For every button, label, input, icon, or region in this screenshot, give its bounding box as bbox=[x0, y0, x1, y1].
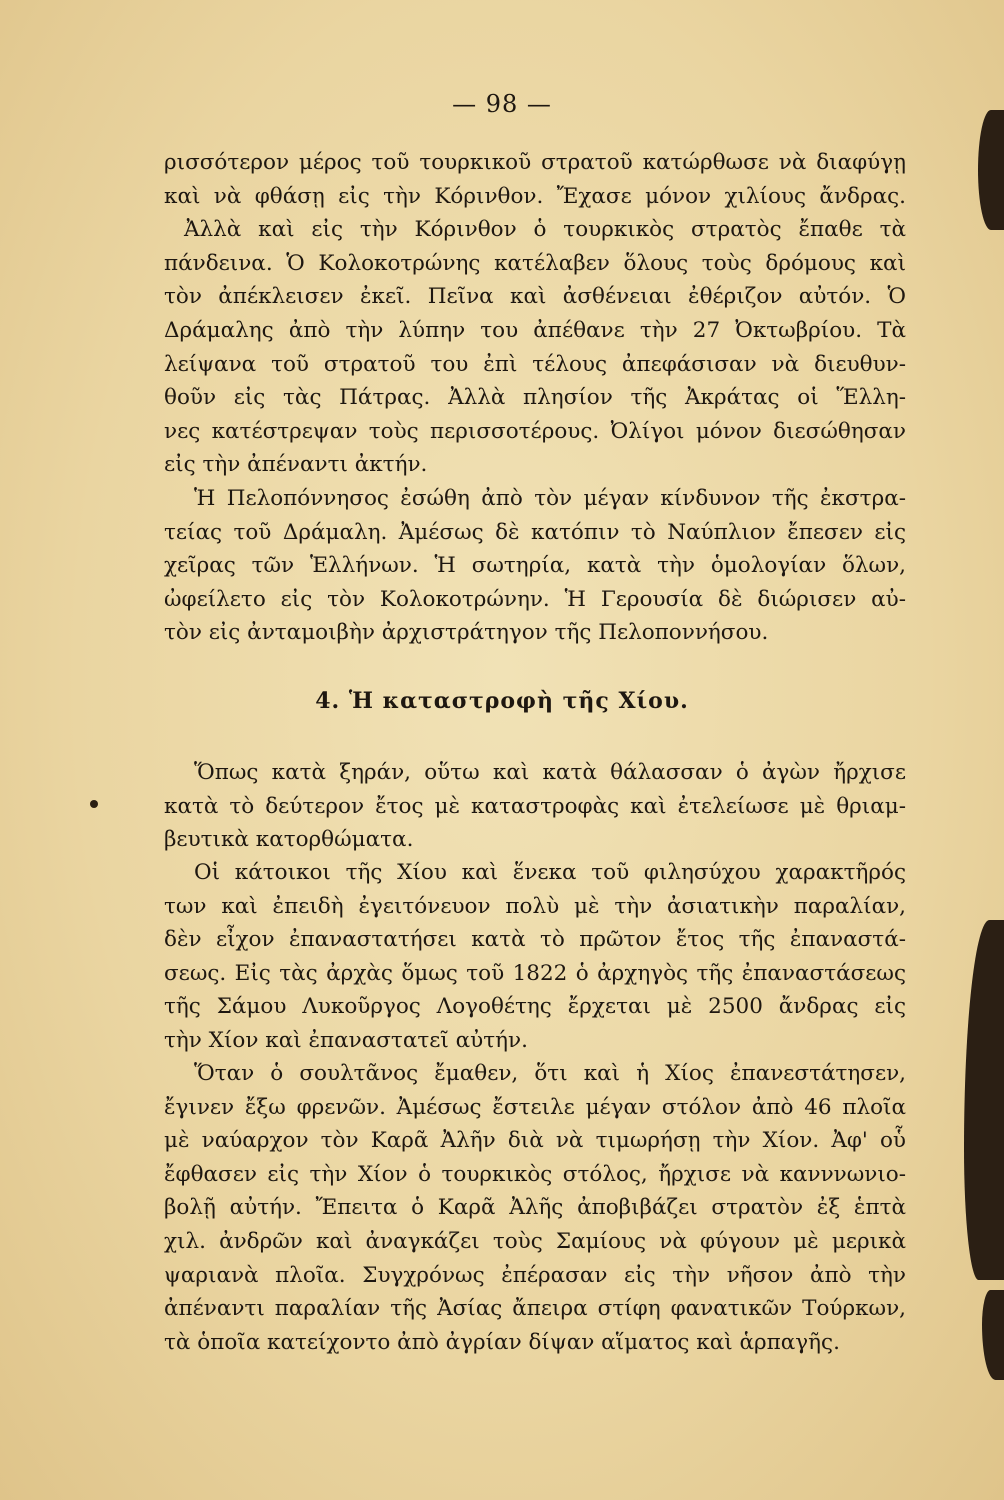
paragraph-sultan bbox=[164, 1057, 906, 1359]
paragraph-chios-inhabitants bbox=[164, 856, 906, 1058]
text-line: βευτικὰ κατορθώματα. bbox=[164, 827, 414, 853]
text-line: Ἀλλὰ καὶ εἰς τὴν Κόρινθον ὁ τουρκικὸς στρατὸς ἔπαθε τὰ bbox=[184, 217, 906, 243]
text-line: τῆς Σάμου Λυκοῦργος Λογοθέτης ἔρχεται μὲ 2500 ἄνδρας εἰς bbox=[164, 994, 906, 1020]
text-line: Οἱ κάτοικοι τῆς Χίου καὶ ἕνεκα τοῦ φιλησύχου χαρακτῆρός bbox=[194, 860, 906, 885]
text-line: ἔγινεν ἔξω φρενῶν. Ἀμέσως ἔστειλε μέγαν στόλον ἀπὸ 46 πλοῖα bbox=[164, 1094, 906, 1120]
text-line: Ὅπως κατὰ ξηράν, οὕτω καὶ κατὰ θάλασσαν ὁ ἀγὼν ἤρχισε bbox=[194, 760, 906, 785]
text-line: τὴν Χίον καὶ ἐπαναστατεῖ αὐτήν. bbox=[164, 1027, 528, 1053]
text-line: καὶ νὰ φθάσῃ εἰς τὴν Κόρινθον. Ἔχασε μόνον χιλίους ἄνδρας. bbox=[164, 183, 906, 209]
page-edge-damage bbox=[982, 1290, 1004, 1380]
text-line: χεῖρας τῶν Ἑλλήνων. Ἡ σωτηρία, κατὰ τὴν ὁμολογίαν ὅλων, bbox=[164, 553, 906, 579]
text-line: θοῦν εἰς τὰς Πάτρας. Ἀλλὰ πλησίον τῆς Ἀκράτας οἱ Ἕλλη- bbox=[164, 385, 906, 411]
text-line: πάνδεινα. Ὁ Κολοκοτρώνης κατέλαβεν ὅλους τοὺς δρόμους καὶ bbox=[164, 250, 906, 276]
text-line: λείψανα τοῦ στρατοῦ του ἐπὶ τέλους ἀπεφάσισαν νὰ διευθυν- bbox=[164, 351, 906, 377]
text-line: τὸν ἀπέκλεισεν ἐκεῖ. Πεῖνα καὶ ἀσθένειαι ἐθέριζον αὐτόν. Ὁ bbox=[164, 284, 906, 310]
text-line: ἔφθασεν εἰς τὴν Χίον ὁ τουρκικὸς στόλος, ἤρχισε νὰ κανννωνιο- bbox=[164, 1161, 906, 1187]
text-line: ψαριανὰ πλοῖα. Συγχρόνως ἐπέρασαν εἰς τὴν νῆσον ἀπὸ τὴν bbox=[164, 1262, 906, 1288]
text-line: εἰς τὴν ἀπέναντι ἀκτήν. bbox=[164, 452, 428, 478]
paragraph-peloponnese bbox=[164, 482, 906, 650]
paragraph-sea-war bbox=[164, 756, 906, 857]
page-edge-damage bbox=[978, 110, 1004, 230]
text-line: χιλ. ἀνδρῶν καὶ ἀναγκάζει τοὺς Σαμίους νὰ φύγουν μὲ μερικὰ bbox=[164, 1228, 906, 1254]
text-line: βολῇ αὐτήν. Ἔπειτα ὁ Καρᾶ Ἀλῆς ἀποβιβάζει στρατὸν ἐξ ἑπτὰ bbox=[164, 1195, 906, 1221]
text-line: Ἡ Πελοπόννησος ἐσώθη ἀπὸ τὸν μέγαν κίνδυνον τῆς ἐκστρα- bbox=[194, 486, 906, 511]
text-line: νες κατέστρεψαν τοὺς περισσοτέρους. Ὀλίγοι μόνον διεσώθησαν bbox=[164, 418, 906, 444]
text-line: τὸν εἰς ἀνταμοιβὴν ἀρχιστράτηγον τῆς Πελοποννήσου. bbox=[164, 620, 769, 646]
text-line: κατὰ τὸ δεύτερον ἔτος μὲ καταστροφὰς καὶ ἐτελείωσε μὲ θριαμ- bbox=[164, 793, 906, 819]
margin-dot bbox=[90, 800, 98, 808]
text-line: τὰ ὁποῖα κατείχοντο ἀπὸ ἀγρίαν δίψαν αἵματος καὶ ἁρπαγῆς. bbox=[164, 1329, 840, 1355]
text-line: ὠφείλετο εἰς τὸν Κολοκοτρώνην. Ἡ Γερουσία δὲ διώρισεν αὐ- bbox=[164, 586, 906, 612]
text-line: τείας τοῦ Δράμαλη. Ἀμέσως δὲ κατόπιν τὸ Ναύπλιον ἔπεσεν εἰς bbox=[164, 519, 906, 545]
text-line: των καὶ ἐπειδὴ ἐγειτόνευον πολὺ μὲ τὴν ἀσιατικὴν παραλίαν, bbox=[164, 893, 906, 919]
text-line: Ὅταν ὁ σουλτᾶνος ἔμαθεν, ὅτι καὶ ἡ Χίος ἐπανεστάτησεν, bbox=[194, 1061, 906, 1086]
paragraph-continuation bbox=[164, 146, 906, 482]
text-line: δὲν εἶχον ἐπαναστατήσει κατὰ τὸ πρῶτον ἔτος τῆς ἐπαναστά- bbox=[164, 927, 906, 953]
page-number: — 98 — bbox=[452, 90, 552, 118]
section-heading: 4. Ἡ καταστροφὴ τῆς Χίου. bbox=[315, 688, 689, 714]
text-line: σεως. Εἰς τὰς ἀρχὰς ὅμως τοῦ 1822 ὁ ἀρχηγὸς τῆς ἐπαναστάσεως bbox=[164, 960, 906, 986]
page-edge-damage bbox=[964, 920, 1004, 1280]
text-line: ρισσότερον μέρος τοῦ τουρκικοῦ στρατοῦ κατώρθωσε νὰ διαφύγῃ bbox=[164, 150, 906, 175]
text-line: ἀπέναντι παραλίαν τῆς Ἀσίας ἄπειρα στίφη φανατικῶν Τούρκων, bbox=[164, 1296, 906, 1322]
text-line: μὲ ναύαρχον τὸν Καρᾶ Ἀλῆν διὰ νὰ τιμωρήσῃ τὴν Χίον. Ἀφ' οὗ bbox=[164, 1128, 906, 1154]
text-line: Δράμαλης ἀπὸ τὴν λύπην του ἀπέθανε τὴν 27 Ὀκτωβρίου. Τὰ bbox=[164, 317, 906, 343]
